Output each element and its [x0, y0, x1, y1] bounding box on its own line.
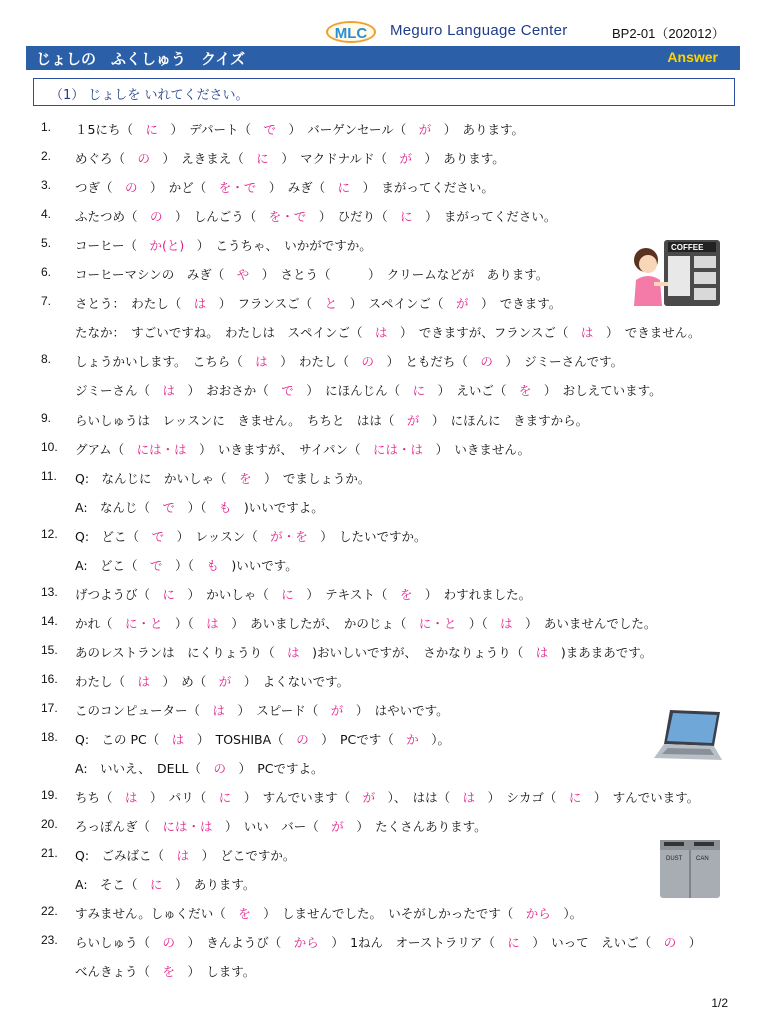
trash-bins-illustration — [658, 838, 722, 900]
question-segment: ） あいましたが、 かのじょ（ — [218, 615, 419, 631]
question-segment: Q: ごみばこ（ — [75, 848, 177, 864]
question-text — [75, 614, 656, 632]
answer-particle: に — [281, 586, 294, 602]
question-segment: ）、 はは（ — [375, 790, 463, 806]
question-segment: ） きんようび（ — [175, 935, 294, 951]
question-segment: つぎ（ — [75, 180, 126, 196]
question-segment: ） フランスご（ — [206, 296, 325, 312]
question-line — [0, 962, 768, 984]
question-line — [0, 178, 768, 200]
question-segment: ） できます。 — [468, 296, 562, 312]
question-text — [75, 120, 524, 138]
question-text — [75, 294, 561, 312]
answer-particle: に — [256, 151, 269, 167]
question-segment: ） おしえています。 — [531, 383, 662, 399]
answer-particle: は — [535, 644, 549, 660]
question-segment: らいしゅうは レッスンに きません。 ちちと はは（ — [75, 412, 407, 428]
answer-particle: の — [663, 935, 677, 951]
answer-particle: を — [239, 470, 252, 486]
answer-particle: に — [337, 180, 351, 196]
answer-particle: で — [150, 557, 163, 573]
answer-particle: は — [580, 325, 594, 341]
question-segment: ） します。 — [175, 964, 256, 980]
question-segment: わたし（ — [75, 673, 138, 689]
question-line — [0, 469, 768, 491]
question-segment: ） みぎ（ — [256, 180, 338, 196]
question-segment: ） わたし（ — [267, 354, 362, 370]
answer-label: Answer — [667, 49, 718, 65]
question-text — [75, 440, 530, 458]
question-segment: A: なんじ（ — [75, 499, 163, 515]
question-line — [0, 527, 768, 549]
question-line — [0, 817, 768, 839]
question-text — [75, 701, 449, 719]
question-text — [75, 352, 623, 370]
question-segment: めぐろ（ — [75, 151, 138, 167]
question-line — [0, 614, 768, 636]
question-segment: さとう： わたし（ — [75, 296, 194, 312]
question-line — [0, 120, 768, 142]
question-line — [0, 846, 768, 868]
mlc-logo: MLC — [326, 21, 376, 43]
question-number: 12. — [41, 526, 58, 541]
question-text — [75, 149, 505, 167]
question-segment: グアム（ — [75, 441, 137, 457]
answer-particle: に — [162, 586, 176, 602]
question-segment: ）（ — [456, 615, 501, 631]
answer-particle: が — [455, 296, 469, 312]
document-code: BP2-01（202012） — [612, 26, 725, 41]
question-segment: ） かいしゃ（ — [175, 586, 282, 602]
answer-particle: や — [236, 267, 250, 283]
question-segment: ） いきますが、 サイパン（ — [186, 441, 374, 457]
answer-particle: を — [162, 964, 176, 980]
question-segment: ） レッスン（ — [164, 528, 271, 544]
question-segment: Q: この PC（ — [75, 732, 172, 748]
question-segment: )おいしいですが、 さかなりょうり（ — [299, 644, 536, 660]
question-segment: ） まがってください。 — [412, 209, 557, 225]
question-segment: ） マクドナルド（ — [268, 151, 400, 167]
question-segment: ） ジミーさんです。 — [492, 354, 624, 370]
answer-particle: も — [218, 499, 232, 515]
question-text — [75, 817, 487, 835]
answer-particle: が — [218, 673, 232, 689]
question-number: 21. — [41, 846, 58, 861]
question-segment: ）。 — [550, 906, 583, 922]
question-segment: ） あります。 — [431, 122, 525, 137]
question-text — [75, 411, 588, 429]
question-line — [0, 440, 768, 462]
answer-particle: を・で — [218, 180, 257, 196]
question-segment: ） さとう（ ） クリームなどが あります。 — [249, 267, 549, 283]
question-segment: ） したいですか。 — [307, 528, 427, 544]
question-segment: ） あります。 — [162, 877, 256, 893]
answer-particle: に — [400, 209, 413, 225]
answer-particle: は — [176, 848, 190, 864]
question-text — [75, 236, 372, 254]
answer-particle: を — [238, 906, 251, 922]
question-segment: ） ともだち（ — [374, 354, 481, 370]
question-text — [75, 178, 494, 196]
question-segment: ） シカゴ（ — [475, 790, 569, 806]
question-segment: らいしゅう（ — [75, 935, 163, 951]
question-segment: ） できますが、フランスご（ — [387, 325, 581, 341]
question-number: 11. — [41, 468, 57, 483]
question-number: 4. — [41, 207, 52, 222]
page-number: 1/2 — [711, 996, 728, 1010]
answer-particle: の — [296, 732, 309, 748]
question-text — [75, 730, 450, 748]
question-segment: ） あいませんでした。 — [512, 615, 657, 631]
answer-particle: の — [361, 354, 375, 370]
question-number: 9. — [41, 410, 52, 425]
question-segment: ） おおさか（ — [175, 383, 282, 399]
answer-particle: が — [331, 819, 344, 835]
question-text — [75, 556, 298, 574]
answer-particle: は — [206, 615, 219, 631]
question-segment: ） よくないです。 — [231, 673, 350, 689]
answer-particle: に — [150, 877, 163, 893]
laptop-illustration — [652, 708, 724, 764]
question-number: 13. — [41, 584, 58, 599]
answer-particle: で — [263, 122, 276, 137]
answer-particle: を — [518, 383, 532, 399]
question-segment: ） えきまえ（ — [150, 151, 257, 167]
question-segment: ） バーゲンセール（ — [276, 122, 419, 137]
question-number: 3. — [41, 178, 52, 193]
question-number: 16. — [41, 671, 58, 686]
question-number: 2. — [41, 149, 52, 164]
question-segment: ） いい バー（ — [212, 819, 332, 835]
question-line — [0, 556, 768, 578]
question-segment: げつようび（ — [75, 586, 163, 602]
question-number: 20. — [41, 817, 58, 832]
question-segment: ジミーさん（ — [75, 383, 163, 399]
question-number: 15. — [41, 642, 58, 657]
page-title: じょしの ふくしゅう クイズ — [36, 50, 246, 68]
question-segment: しょうかいします。 こちら（ — [75, 354, 256, 370]
answer-particle: が — [406, 412, 420, 428]
answer-particle: を — [399, 586, 413, 602]
question-text — [75, 207, 556, 225]
answer-particle: で — [151, 528, 165, 544]
question-segment: すみません。しゅくだい（ — [75, 906, 239, 922]
svg-text:CAN: CAN — [696, 856, 709, 862]
question-line — [0, 207, 768, 229]
answer-particle: が — [418, 122, 432, 137]
question-segment: ） かど（ — [137, 180, 219, 196]
question-segment: ） PCですよ。 — [226, 761, 324, 777]
question-text — [75, 875, 255, 893]
question-number: 7. — [41, 294, 52, 309]
question-segment: Q: なんじに かいしゃ（ — [75, 470, 240, 486]
question-segment: たなか： すごいですね。 わたしは スペインご（ — [75, 325, 376, 341]
answer-particle: が・を — [270, 528, 308, 544]
question-segment: ろっぽんぎ（ — [75, 819, 163, 835]
question-segment: ） にほんじん（ — [293, 383, 413, 399]
question-text — [75, 265, 548, 283]
question-text — [75, 672, 349, 690]
answer-particle: が — [399, 151, 412, 167]
question-number: 14. — [41, 613, 58, 628]
title-bar — [26, 46, 740, 70]
question-line — [0, 875, 768, 897]
question-segment: ） できません。 — [593, 325, 701, 341]
answer-particle: は — [212, 703, 226, 718]
question-line — [0, 585, 768, 607]
question-line — [0, 672, 768, 694]
question-segment: ） すんでいます（ — [231, 790, 363, 806]
question-line — [0, 323, 768, 345]
question-segment: )まあまあです。 — [548, 644, 653, 660]
question-line — [0, 149, 768, 171]
answer-particle: に・と — [418, 615, 457, 631]
question-text — [75, 846, 295, 864]
question-text — [75, 788, 699, 806]
question-number: 22. — [41, 904, 58, 919]
question-number: 19. — [41, 788, 58, 803]
question-segment: ） はやいです。 — [343, 703, 449, 718]
question-segment: ） いきません。 — [423, 441, 531, 457]
answer-particle: の — [213, 761, 227, 777]
question-line — [0, 788, 768, 810]
question-text — [75, 527, 427, 545]
question-segment: ） わすれました。 — [412, 586, 532, 602]
question-text — [75, 904, 582, 922]
answer-particle: は — [137, 673, 151, 689]
svg-text:DUST: DUST — [666, 856, 683, 862]
answer-particle: は — [462, 790, 476, 806]
answer-particle: に — [218, 790, 232, 806]
question-segment: ふたつめ（ — [75, 209, 151, 225]
question-segment: ） スペインご（ — [337, 296, 456, 312]
question-text — [75, 585, 531, 603]
answer-particle: から — [525, 906, 551, 922]
question-number: 18. — [41, 730, 58, 745]
question-text — [75, 323, 700, 341]
answer-particle: に — [145, 122, 158, 137]
question-number: 1. — [41, 120, 52, 134]
answer-particle: の — [137, 151, 151, 167]
instruction-box — [33, 78, 735, 106]
answer-particle: か(と) — [149, 238, 185, 254]
question-segment: ）（ — [162, 557, 207, 573]
question-segment: ） PCです（ — [308, 732, 407, 748]
answer-particle: の — [162, 935, 176, 951]
answer-particle: に — [412, 383, 426, 399]
answer-particle: は — [375, 325, 388, 341]
question-number: 23. — [41, 933, 58, 948]
answer-particle: か — [406, 732, 419, 748]
question-number: 6. — [41, 265, 52, 280]
question-segment: ） 1ねん オーストラリア（ — [318, 935, 508, 951]
question-segment: コーヒー（ — [75, 238, 150, 254]
question-segment: ） まがってください。 — [350, 180, 494, 196]
answer-particle: には・は — [373, 441, 424, 457]
question-line — [0, 411, 768, 433]
answer-particle: が — [362, 790, 376, 806]
answer-particle: から — [293, 935, 319, 951]
question-segment: あのレストランは にくりょうり（ — [75, 644, 288, 660]
answer-particle: は — [287, 644, 300, 660]
question-text — [75, 498, 324, 516]
answer-particle: に — [507, 935, 520, 951]
instruction-text: （1） じょしを いれてください。 — [50, 88, 249, 103]
question-segment: ） め（ — [150, 673, 219, 689]
answer-particle: に・と — [125, 615, 163, 631]
answer-particle: は — [125, 790, 138, 806]
answer-particle: の — [150, 209, 163, 225]
question-text — [75, 759, 324, 777]
question-text — [75, 469, 370, 487]
question-segment: )いいです。 — [218, 557, 298, 573]
question-number: 5. — [41, 236, 52, 251]
question-segment: )いいですよ。 — [231, 499, 324, 515]
question-segment: A: どこ（ — [75, 557, 151, 573]
answer-particle: を・で — [268, 209, 307, 225]
answer-particle: には・は — [136, 441, 187, 457]
question-segment: ） ひだり（ — [306, 209, 401, 225]
answer-particle: は — [193, 296, 207, 312]
question-segment: A: いいえ、 DELL（ — [75, 761, 214, 777]
answer-particle: も — [206, 557, 219, 573]
question-segment: ） パリ（ — [137, 790, 219, 806]
page-header — [26, 18, 740, 44]
question-line — [0, 352, 768, 374]
question-text — [75, 962, 255, 980]
question-segment: コーヒーマシンの みぎ（ — [75, 267, 237, 283]
question-segment: ） でましょうか。 — [251, 470, 371, 486]
question-segment: このコンピューター（ — [75, 703, 213, 718]
question-segment: べんきょう（ — [75, 964, 163, 980]
question-segment: ） しませんでした。 いそがしかったです（ — [250, 906, 526, 922]
question-number: 17. — [41, 701, 58, 715]
answer-particle: は — [255, 354, 268, 370]
question-segment: ）（ — [162, 615, 207, 631]
question-line — [0, 933, 768, 955]
answer-particle: の — [125, 180, 138, 196]
question-text — [75, 643, 652, 661]
question-segment: ） スピード（ — [225, 703, 331, 718]
answer-particle: は — [162, 383, 176, 399]
answer-particle: で — [281, 383, 294, 399]
answer-particle: には・は — [162, 819, 213, 835]
answer-particle: の — [480, 354, 493, 370]
coffee-machine-girl-illustration — [632, 236, 724, 308]
question-segment: ちち（ — [75, 790, 126, 806]
center-name: Meguro Language Center — [390, 22, 568, 39]
question-segment: ） — [676, 935, 702, 951]
question-segment: ）（ — [175, 499, 219, 515]
question-segment: ） しんごう（ — [162, 209, 269, 225]
question-segment: １5にち（ — [75, 122, 146, 137]
question-segment: ） どこですか。 — [189, 848, 296, 864]
question-segment: Q: どこ（ — [75, 528, 152, 544]
answer-particle: は — [171, 732, 185, 748]
question-segment: ）。 — [418, 732, 451, 748]
svg-text:COFFEE: COFFEE — [671, 243, 704, 252]
answer-particle: が — [330, 703, 344, 718]
question-text — [75, 381, 662, 399]
question-segment: ） あります。 — [411, 151, 505, 167]
answer-particle: は — [500, 615, 513, 631]
question-line — [0, 498, 768, 520]
answer-particle: と — [324, 296, 338, 312]
answer-particle: で — [162, 499, 176, 515]
question-line — [0, 904, 768, 926]
question-segment: ） いって えいご（ — [519, 935, 664, 951]
question-text — [75, 933, 701, 951]
question-segment: ） すんでいます。 — [581, 790, 700, 806]
question-segment: ） デパート（ — [157, 122, 264, 137]
question-line — [0, 381, 768, 403]
question-segment: ） こうちゃ、 いかがですか。 — [184, 238, 372, 254]
question-segment: ） テキスト（ — [293, 586, 400, 602]
answer-particle: に — [568, 790, 582, 806]
question-number: 10. — [41, 439, 58, 454]
question-number: 8. — [41, 352, 52, 367]
question-segment: ） TOSHIBA（ — [184, 732, 297, 748]
question-segment: A: そこ（ — [75, 877, 151, 893]
question-segment: ） えいご（ — [425, 383, 519, 399]
question-segment: ） たくさんあります。 — [343, 819, 487, 835]
question-segment: かれ（ — [75, 615, 126, 631]
question-segment: ） にほんに きますから。 — [419, 412, 589, 428]
question-line — [0, 643, 768, 665]
